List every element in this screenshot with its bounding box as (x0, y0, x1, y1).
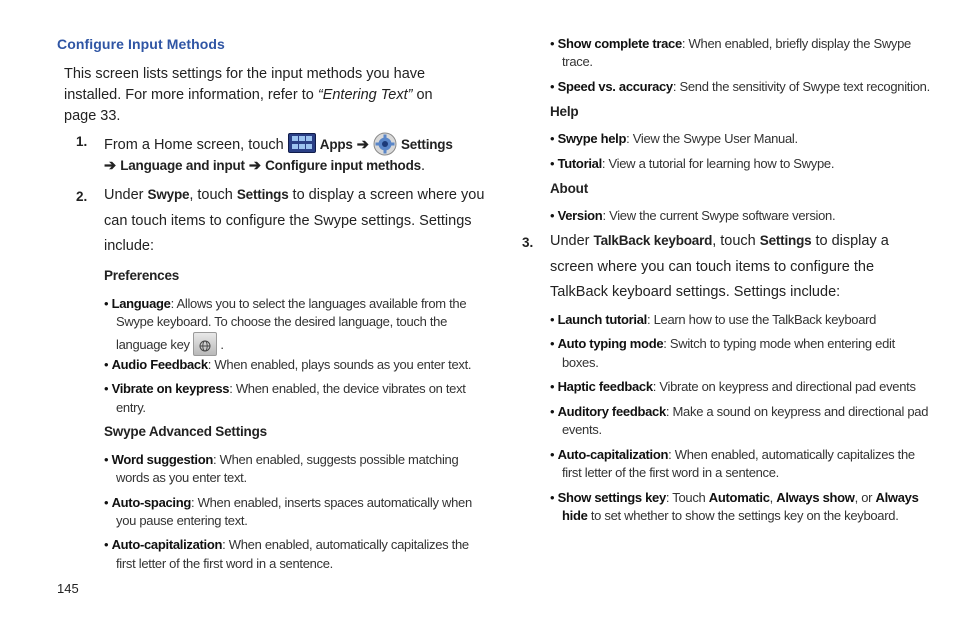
list-item-show-settings-key-line-2 (562, 508, 899, 523)
item-desc: : View the current Swype software version. (602, 208, 836, 223)
item-desc: : When enabled, automatically capitalizes the (222, 537, 469, 552)
list-item-swype-help (550, 131, 798, 146)
bullet: • (550, 336, 555, 351)
period: . (420, 158, 425, 174)
bullet: • (550, 490, 555, 505)
step-3-line-2: screen where you can touch items to configure the (550, 259, 875, 275)
step-1-number: 1. (76, 134, 88, 149)
list-item-version (550, 208, 835, 223)
item-desc: : Send the sensitivity of Swype text recognition. (672, 79, 930, 94)
item-label: Tutorial (557, 156, 602, 171)
advanced-settings-heading: Swype Advanced Settings (104, 424, 267, 439)
list-item-word-suggestion-line-2: words as you enter text. (116, 470, 247, 485)
section-heading: Configure Input Methods (57, 36, 225, 52)
list-item-vibrate-line-2: entry. (116, 400, 146, 415)
list-item-word-suggestion (104, 452, 458, 467)
configure-input-methods-label: Configure input methods (265, 158, 421, 173)
about-heading: About (550, 181, 588, 196)
item-desc: : Make a sound on keypress and directional pad (665, 404, 929, 419)
item-desc: . (220, 337, 224, 352)
item-desc: : Vibrate on keypress and directional pad events (652, 379, 916, 394)
item-desc: : Switch to typing mode when entering edit (663, 336, 895, 351)
item-desc: : When enabled, plays sounds as you enter text. (207, 357, 472, 372)
help-heading: Help (550, 104, 579, 119)
list-item-auto-capitalization-talkback (550, 447, 915, 462)
list-item-auto-typing-mode (550, 336, 895, 351)
bullet: • (104, 495, 109, 510)
list-item-audio-feedback (104, 357, 471, 372)
item-desc: : Touch (665, 490, 709, 505)
intro-line-2 (64, 87, 433, 103)
bullet: • (104, 537, 109, 552)
settings-label: Settings (400, 137, 453, 152)
item-label: Haptic feedback (557, 379, 653, 394)
step-3-text: Under (550, 233, 594, 249)
option-always-hide: Always (875, 490, 919, 505)
item-desc: : View a tutorial for learning how to Swype. (601, 156, 835, 171)
item-label: Auto-capitalization (557, 447, 669, 462)
list-item-tutorial (550, 156, 834, 171)
arrow-icon: ➔ (356, 137, 369, 153)
list-item-auto-capitalization-line-2: first letter of the first word in a sentence. (116, 556, 333, 571)
item-label: Version (557, 208, 603, 223)
list-item-launch-tutorial (550, 312, 876, 327)
bullet: • (104, 357, 109, 372)
swype-label: Swype (147, 187, 190, 202)
list-item-auto-spacing (104, 495, 472, 510)
item-desc: : When enabled, suggests possible matching (213, 452, 459, 467)
item-desc: language key (116, 337, 190, 352)
step-2-text: Under (104, 187, 148, 203)
list-item-show-complete-trace-line-2: trace. (562, 54, 593, 69)
bullet: • (104, 452, 109, 467)
list-item-auditory-feedback (550, 404, 928, 419)
step-3-text: to display a (811, 233, 889, 249)
item-label: Show settings key (557, 490, 666, 505)
option-always-hide-cont: hide (562, 508, 588, 523)
option-always-show: Always show (776, 490, 855, 505)
intro-link-entering-text[interactable]: “Entering Text” (317, 87, 413, 103)
bullet: • (550, 208, 555, 223)
step-1-line-2 (104, 158, 425, 174)
step-3-line-1 (550, 233, 889, 249)
list-item-show-complete-trace (550, 36, 911, 51)
list-item-language-line-3 (116, 332, 224, 356)
intro-line-3: page 33. (64, 108, 121, 124)
item-desc: to set whether to show the settings key on the keyboard. (587, 508, 899, 523)
item-label: Auditory feedback (557, 404, 666, 419)
item-desc: : When enabled, inserts spaces automatically when (191, 495, 472, 510)
bullet: • (104, 381, 109, 396)
item-desc: : Learn how to use the TalkBack keyboard (646, 312, 877, 327)
step-2-number: 2. (76, 189, 88, 204)
item-label: Vibrate on keypress (111, 381, 230, 396)
talkback-keyboard-label: TalkBack keyboard (593, 233, 713, 248)
preferences-heading: Preferences (104, 268, 180, 283)
settings-label: Settings (759, 233, 812, 248)
bullet: • (550, 404, 555, 419)
list-item-show-settings-key (550, 490, 919, 505)
list-item-vibrate (104, 381, 466, 396)
arrow-icon: ➔ (104, 158, 117, 174)
intro-on: on (412, 87, 433, 103)
option-automatic: Automatic (708, 490, 770, 505)
item-label: Auto typing mode (557, 336, 664, 351)
list-item-auto-typing-mode-line-2: boxes. (562, 355, 599, 370)
item-label: Show complete trace (557, 36, 682, 51)
globe-key-icon (193, 332, 217, 356)
step-3-line-3: TalkBack keyboard settings. Settings include: (550, 284, 841, 300)
step-2-line-1 (104, 187, 484, 203)
bullet: • (550, 312, 555, 327)
item-desc: , or (854, 490, 876, 505)
item-label: Swype help (557, 131, 627, 146)
item-desc: : View the Swype User Manual. (626, 131, 798, 146)
bullet: • (104, 296, 109, 311)
step-1-line-1 (104, 132, 453, 156)
list-item-auto-capitalization (104, 537, 469, 552)
settings-gear-icon (373, 132, 397, 156)
step-3-text: , touch (712, 233, 760, 249)
step-2-line-2: can touch items to configure the Swype settings. Settings (104, 213, 472, 229)
arrow-icon: ➔ (248, 158, 262, 174)
item-label: Audio Feedback (111, 357, 208, 372)
item-label: Speed vs. accuracy (557, 79, 673, 94)
bullet: • (550, 131, 555, 146)
bullet: • (550, 156, 555, 171)
apps-label: Apps (319, 137, 353, 152)
list-item-language-line-2: Swype keyboard. To choose the desired language, touch the (116, 314, 448, 329)
bullet: • (550, 36, 555, 51)
list-item-auto-capitalization-talkback-line-2: first letter of the first word in a sentence. (562, 465, 779, 480)
list-item-auditory-feedback-line-2: events. (562, 422, 602, 437)
intro-line-1: This screen lists settings for the input methods you have (64, 66, 426, 82)
item-label: Language (111, 296, 171, 311)
apps-grid-icon (288, 133, 316, 153)
item-desc: , (769, 490, 777, 505)
list-item-speed-vs-accuracy (550, 79, 930, 94)
bullet: • (550, 79, 555, 94)
step-2-line-3: include: (104, 238, 154, 254)
item-desc: : When enabled, briefly display the Swype (681, 36, 911, 51)
intro-text: installed. For more information, refer to (64, 87, 318, 103)
step-2-text: to display a screen where you (288, 187, 485, 203)
step-3-number: 3. (522, 235, 534, 250)
list-item-haptic-feedback (550, 379, 916, 394)
item-label: Auto-spacing (111, 495, 192, 510)
bullet: • (550, 379, 555, 394)
list-item-language (104, 296, 466, 311)
item-desc: : When enabled, the device vibrates on text (229, 381, 466, 396)
settings-label: Settings (236, 187, 289, 202)
list-item-auto-spacing-line-2: you pause entering text. (116, 513, 248, 528)
bullet: • (550, 447, 555, 462)
item-label: Word suggestion (111, 452, 214, 467)
item-label: Auto-capitalization (111, 537, 223, 552)
language-and-input-label: Language and input (120, 158, 245, 173)
item-desc: : Allows you to select the languages available from the (170, 296, 467, 311)
item-desc: : When enabled, automatically capitalizes the (668, 447, 915, 462)
step-2-text: , touch (189, 187, 237, 203)
step-1-text: From a Home screen, touch (104, 137, 284, 153)
page-number: 145 (57, 581, 79, 596)
item-label: Launch tutorial (557, 312, 647, 327)
